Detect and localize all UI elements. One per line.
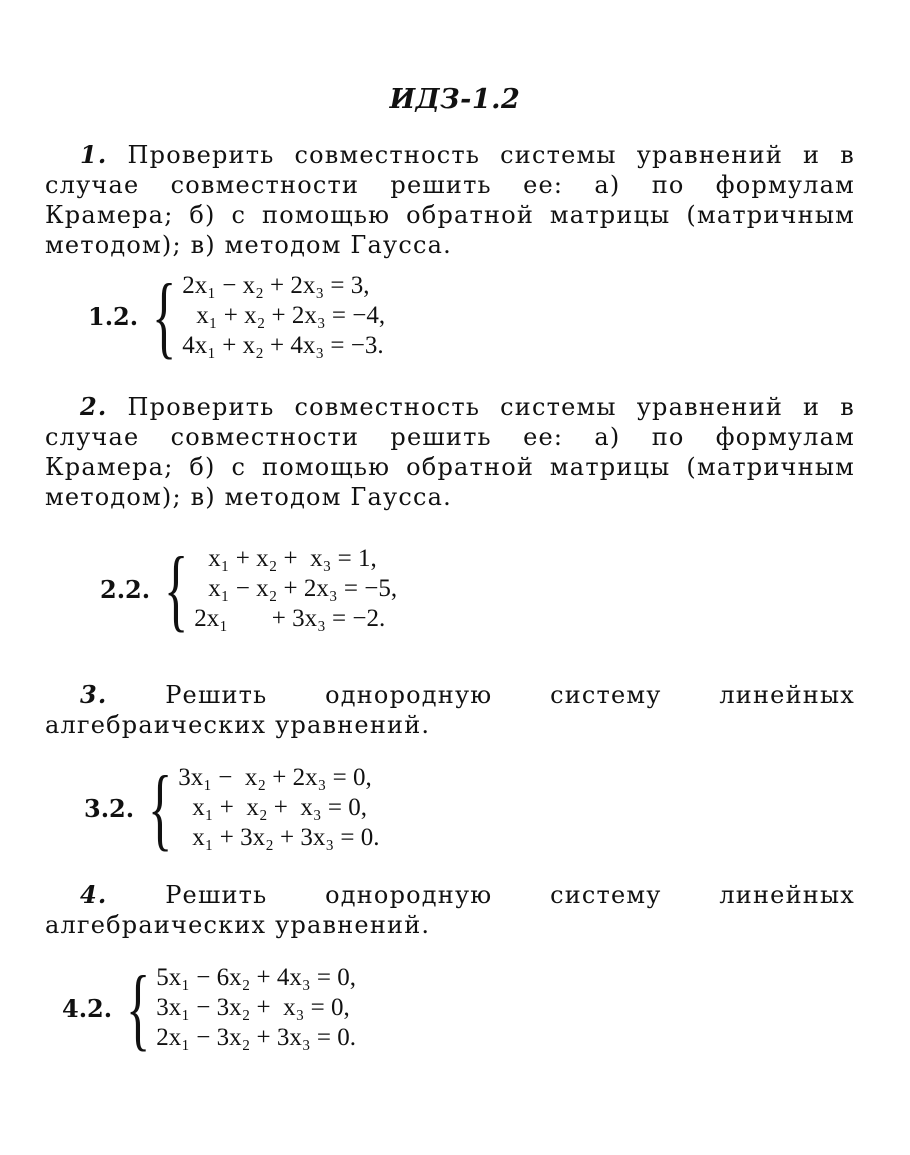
page-title: ИДЗ-1.2 [389, 84, 521, 115]
equation: 2x₁ − 3x₂ + 3x₃ = 0. [156, 1024, 356, 1051]
system-3-2 [84, 757, 380, 859]
task-number: 3. [80, 680, 108, 709]
equations [156, 963, 356, 1053]
equation: 5x₁ − 6x₂ + 4x₃ = 0, [156, 964, 356, 991]
equation: 2x₁ − x₂ + 2x₃ = 3, [182, 272, 370, 299]
equation: 2x₁ + 3x₃ = −2. [194, 605, 386, 632]
equation: 3x₁ − x₂ + 2x₃ = 0, [178, 764, 372, 791]
system-1-2 [88, 265, 386, 367]
task-number: 4. [80, 880, 108, 909]
equation: x₁ − x₂ + 2x₃ = −5, [208, 575, 398, 602]
system-label: 1.2. [88, 301, 139, 331]
task-number: 2. [80, 392, 108, 421]
task-text: Проверить совместность системы уравнений и в случае совместности решить ее: а) по формулам Крамера; б) с помощью обратной матрицы (матричным методом); в) методом Гаусса. [45, 141, 855, 259]
task-4 [45, 880, 855, 940]
equation: x₁ + x₂ + x₃ = 0, [192, 794, 367, 821]
equation: x₁ + x₂ + 2x₃ = −4, [196, 302, 386, 329]
system-2-2 [100, 538, 398, 640]
equations [178, 763, 379, 853]
task-text: Проверить совместность системы уравнений и в случае совместности решить ее: а) по формулам Крамера; б) с помощью обратной матрицы (матричным методом); в) методом Гаусса. [45, 393, 855, 511]
equations [194, 544, 397, 634]
task-number: 1. [80, 140, 108, 169]
left-brace: { [126, 957, 151, 1059]
equation: x₁ + 3x₂ + 3x₃ = 0. [192, 824, 380, 851]
task-text: Решить однородную систему линейных алгебраических уравнений. [45, 681, 855, 739]
left-brace: { [152, 265, 177, 367]
system-4-2 [62, 957, 356, 1059]
equation: 4x₁ + x₂ + 4x₃ = −3. [182, 332, 384, 359]
system-label: 2.2. [100, 574, 151, 604]
task-1 [45, 140, 855, 260]
system-label: 4.2. [62, 993, 113, 1023]
left-brace: { [148, 757, 173, 859]
equations [182, 271, 385, 361]
task-3 [45, 680, 855, 740]
task-text: Решить однородную систему линейных алгебраических уравнений. [45, 881, 855, 939]
equation: 3x₁ − 3x₂ + x₃ = 0, [156, 994, 350, 1021]
system-label: 3.2. [84, 793, 135, 823]
left-brace: { [164, 538, 189, 640]
task-2 [45, 392, 855, 512]
equation: x₁ + x₂ + x₃ = 1, [208, 545, 377, 572]
